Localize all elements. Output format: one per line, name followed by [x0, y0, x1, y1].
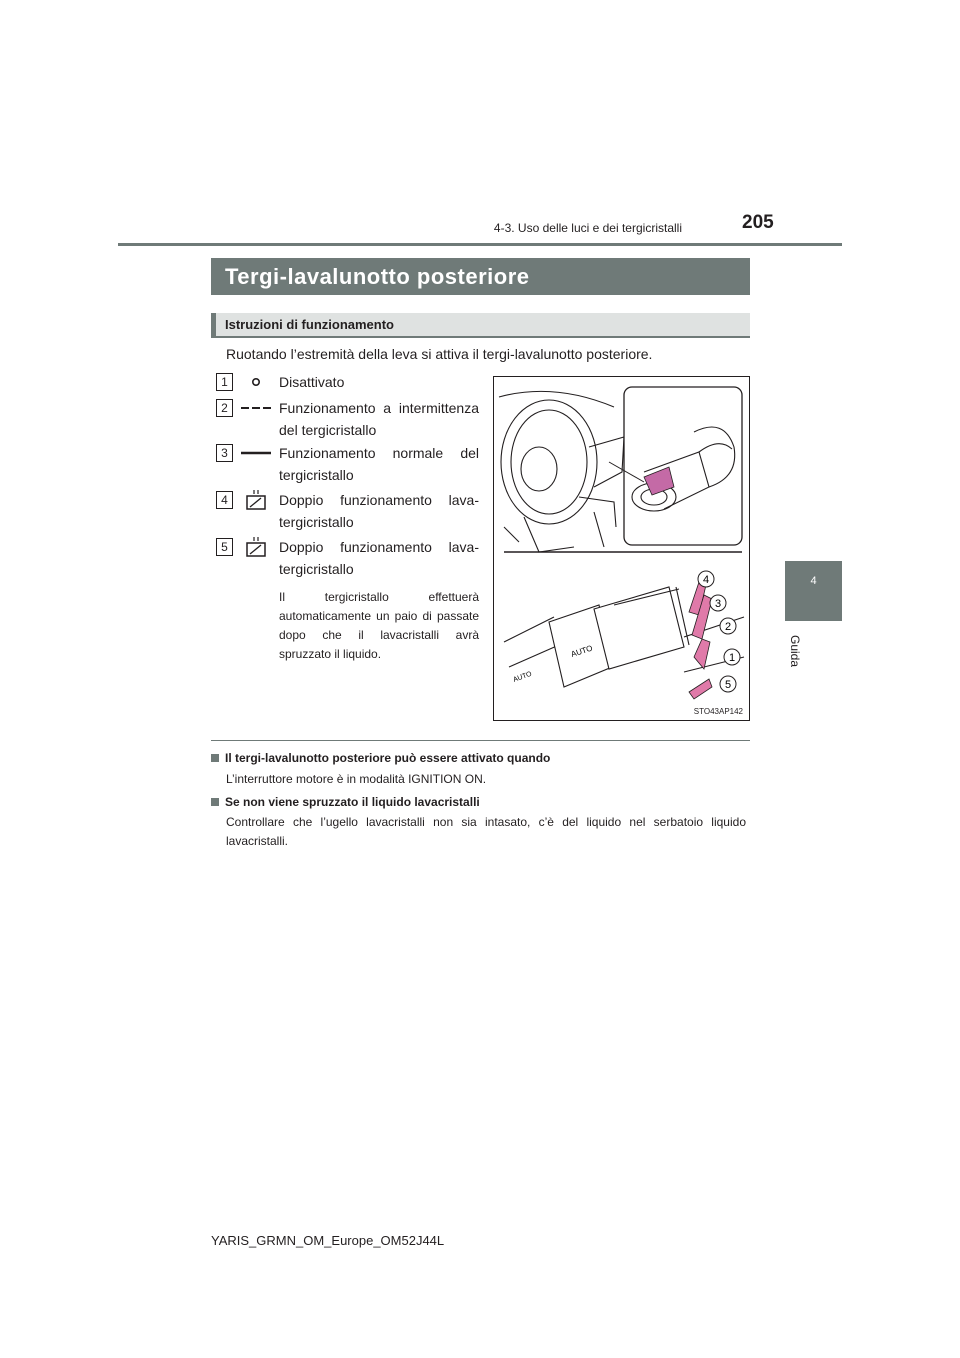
rear-washer-icon	[241, 489, 271, 511]
item-text: Doppio funzionamento lava-tergicristallo	[279, 492, 479, 530]
chapter-tab	[785, 561, 842, 621]
callout-label: 5	[724, 679, 732, 691]
chapter-number: 4	[810, 575, 817, 587]
callout-label: 4	[702, 574, 710, 586]
item-number: 3	[216, 444, 233, 462]
figure-code: STO43AP142	[693, 707, 743, 716]
info-title	[211, 795, 480, 809]
list-item	[216, 371, 476, 395]
bullet-square-icon	[211, 754, 219, 762]
normal-wipe-icon	[241, 442, 271, 464]
chapter-name	[790, 635, 850, 675]
illustration	[493, 376, 750, 721]
item-text: Funzionamento normale del tergicristallo	[279, 445, 479, 483]
item-number: 2	[216, 399, 233, 417]
page-title: Tergi-lavalunotto posteriore	[211, 258, 750, 295]
item-text: Disattivato	[279, 374, 345, 390]
callout-label: 1	[728, 652, 736, 664]
intro-text: Ruotando l’estremità della leva si attiva il tergi-lavalunotto posteriore.	[226, 346, 653, 362]
list-item	[216, 489, 479, 537]
rear-washer-icon	[241, 536, 271, 558]
switch-label: AUTO	[569, 643, 594, 659]
intermittent-icon	[241, 397, 271, 419]
list-item	[216, 397, 479, 445]
page-number: 205	[742, 212, 774, 233]
bullet-square-icon	[211, 798, 219, 806]
item-number: 4	[216, 491, 233, 509]
subheading: Istruzioni di funzionamento	[225, 317, 394, 332]
subheading-band	[211, 313, 750, 338]
wiper-lever-illustration	[494, 377, 749, 720]
switch-label: AUTO	[512, 670, 533, 684]
item-text: Doppio funzionamento lava-tergicristallo	[279, 539, 479, 577]
item-number: 1	[216, 373, 233, 391]
header-rule	[118, 243, 842, 246]
callout-label: 3	[714, 598, 722, 610]
section-label: 4-3. Uso delle luci e dei tergicristalli	[493, 221, 682, 235]
info-body: Controllare che l’ugello lavacristalli non sia intasato, c’è del liquido nel serbatoio liquido lavacristalli.	[226, 815, 746, 848]
footer-code: YARIS_GRMN_OM_Europe_OM52J44L	[211, 1233, 445, 1248]
info-title-text: Se non viene spruzzato il liquido lavacristalli	[225, 795, 480, 809]
subheading-bar	[211, 313, 216, 336]
list-item	[216, 442, 479, 490]
info-divider	[211, 740, 750, 741]
item-note: Il tergicristallo effettuerà automaticamente un paio di passate dopo che il lavacristalli avrà spruzzato il liquido.	[279, 590, 479, 661]
info-title-text: Il tergi-lavalunotto posteriore può essere attivato quando	[225, 751, 551, 765]
info-body: L’interruttore motore è in modalità IGNITION ON.	[226, 772, 487, 786]
callout-label: 2	[724, 621, 732, 633]
item-text: Funzionamento a intermittenza del tergicristallo	[279, 400, 479, 438]
info-title	[211, 751, 550, 765]
item-number: 5	[216, 538, 233, 556]
chapter-name-text: Guida	[788, 635, 802, 668]
list-item	[216, 536, 479, 584]
off-position-icon	[241, 371, 271, 393]
